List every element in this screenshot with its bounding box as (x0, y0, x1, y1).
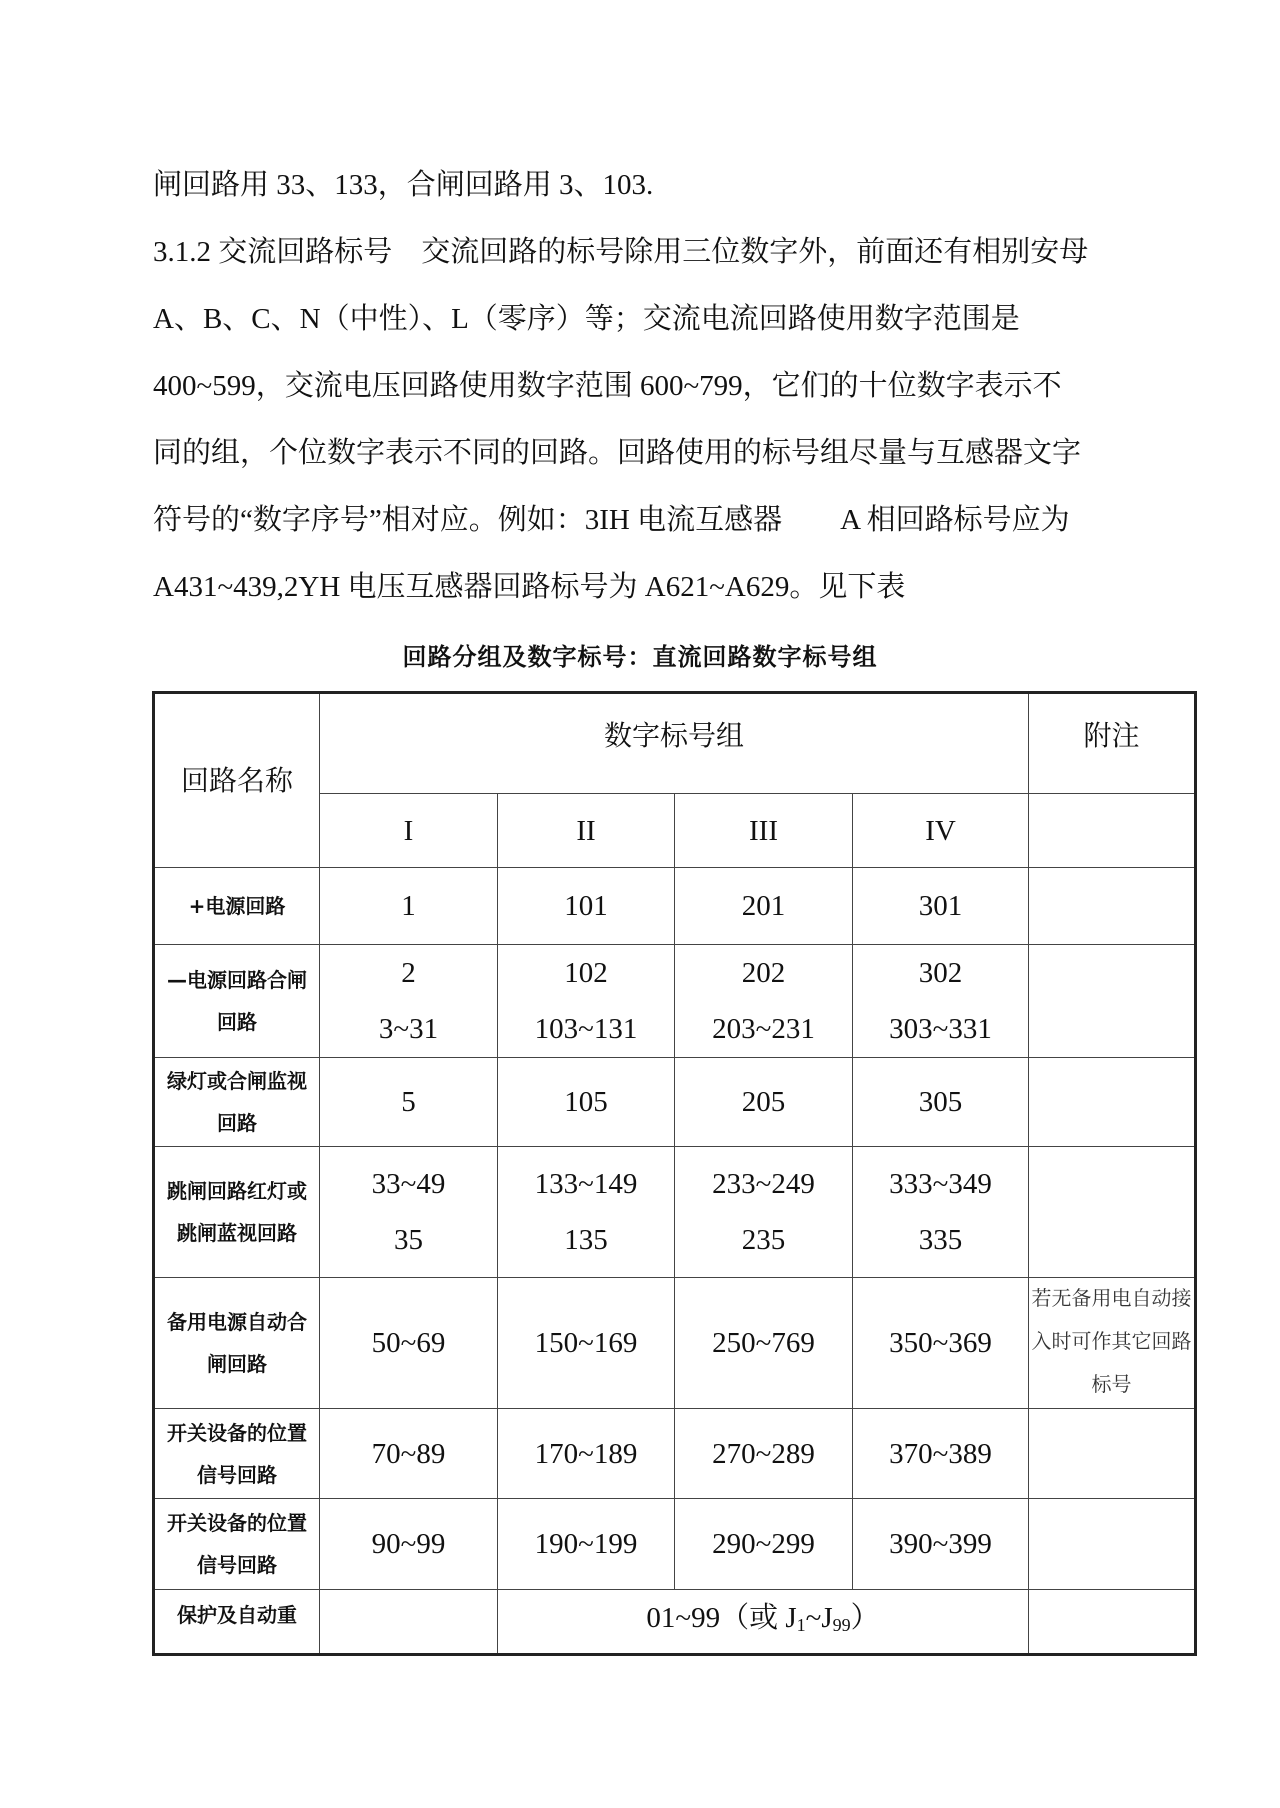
table-row (154, 1499, 1196, 1590)
row-name: +电源回路 (154, 868, 320, 945)
row-name: —电源回路合闸回路 (154, 945, 320, 1058)
table-cell: 302 303~331 (853, 945, 1029, 1058)
header-circuit-name: 回路名称 (154, 693, 320, 868)
table-cell: 133~149 135 (498, 1147, 675, 1278)
row-name: 跳闸回路红灯或跳闸蓝视回路 (154, 1147, 320, 1278)
row-note (1029, 1147, 1196, 1278)
table-cell: 333~349 335 (853, 1147, 1029, 1278)
table-cell: 390~399 (853, 1499, 1029, 1590)
merged-cell (498, 1590, 1029, 1655)
row-name: 保护及自动重 (154, 1590, 320, 1655)
merged-text: ） (850, 1602, 880, 1634)
merged-text: ~J (805, 1602, 833, 1634)
row-name: 开关设备的位置信号回路 (154, 1499, 320, 1590)
body-paragraph (153, 152, 1203, 621)
table-row (154, 1278, 1196, 1409)
row-note (1029, 1058, 1196, 1147)
table-cell: 102 103~131 (498, 945, 675, 1058)
header-note-empty (1029, 794, 1196, 868)
row-note (1029, 868, 1196, 945)
table-row (154, 1058, 1196, 1147)
subscript: 1 (796, 1615, 806, 1635)
row-name: 绿灯或合闸监视回路 (154, 1058, 320, 1147)
table-cell: 202 203~231 (675, 945, 853, 1058)
text-line: 3.1.2 交流回路标号 交流回路的标号除用三位数字外，前面还有相别安母 (153, 236, 1089, 268)
subscript: 99 (832, 1615, 851, 1635)
table-cell: 305 (853, 1058, 1029, 1147)
table-cell: 350~369 (853, 1278, 1029, 1409)
table-cell: 90~99 (320, 1499, 498, 1590)
header-col-1: I (320, 794, 498, 868)
row-name: 备用电源自动合闸回路 (154, 1278, 320, 1409)
header-number-group: 数字标号组 (320, 693, 1029, 794)
table-cell: 290~299 (675, 1499, 853, 1590)
row-note (1029, 945, 1196, 1058)
table-cell: 250~769 (675, 1278, 853, 1409)
merged-text: 01~99（或 J (646, 1602, 797, 1634)
row-name: 开关设备的位置信号回路 (154, 1409, 320, 1499)
table-cell (320, 1590, 498, 1655)
table-cell: 233~249 235 (675, 1147, 853, 1278)
text-line: A、B、C、N（中性）、L（零序）等；交流电流回路使用数字范围是 (153, 303, 1020, 335)
table-cell: 50~69 (320, 1278, 498, 1409)
table-cell: 5 (320, 1058, 498, 1147)
row-note (1029, 1499, 1196, 1590)
row-note: 若无备用电自动接入时可作其它回路标号 (1029, 1278, 1196, 1409)
text-line: 符号的“数字序号”相对应。例如：3IH 电流互感器 A 相回路标号应为 (153, 504, 1070, 536)
table-cell: 205 (675, 1058, 853, 1147)
table-row (154, 1147, 1196, 1278)
header-col-4: IV (853, 794, 1029, 868)
table-cell (1029, 1590, 1196, 1655)
table-row (154, 1590, 1196, 1655)
table-cell: 70~89 (320, 1409, 498, 1499)
text-line: 闸回路用 33、133，合闸回路用 3、103. (153, 169, 654, 201)
text-line: 同的组，个位数字表示不同的回路。回路使用的标号组尽量与互感器文字 (153, 437, 1082, 469)
header-note: 附注 (1029, 693, 1196, 794)
table-cell: 370~389 (853, 1409, 1029, 1499)
table-cell: 150~169 (498, 1278, 675, 1409)
header-col-2: II (498, 794, 675, 868)
table-cell: 170~189 (498, 1409, 675, 1499)
table-row (154, 1409, 1196, 1499)
table-cell: 101 (498, 868, 675, 945)
table-row (154, 868, 1196, 945)
text-line: A431~439,2YH 电压互感器回路标号为 A621~A629。见下表 (153, 571, 906, 603)
table-cell: 270~289 (675, 1409, 853, 1499)
table-cell: 105 (498, 1058, 675, 1147)
table-cell: 201 (675, 868, 853, 945)
header-col-3: III (675, 794, 853, 868)
table-row (154, 945, 1196, 1058)
table-cell: 1 (320, 868, 498, 945)
table-cell: 301 (853, 868, 1029, 945)
table-cell: 2 3~31 (320, 945, 498, 1058)
row-note (1029, 1409, 1196, 1499)
table-cell: 190~199 (498, 1499, 675, 1590)
table-cell: 33~49 35 (320, 1147, 498, 1278)
table-caption: 回路分组及数字标号：直流回路数字标号组 (402, 642, 878, 671)
text-line: 400~599，交流电压回路使用数字范围 600~799，它们的十位数字表示不 (153, 370, 1062, 402)
circuit-number-table (152, 691, 1197, 1656)
